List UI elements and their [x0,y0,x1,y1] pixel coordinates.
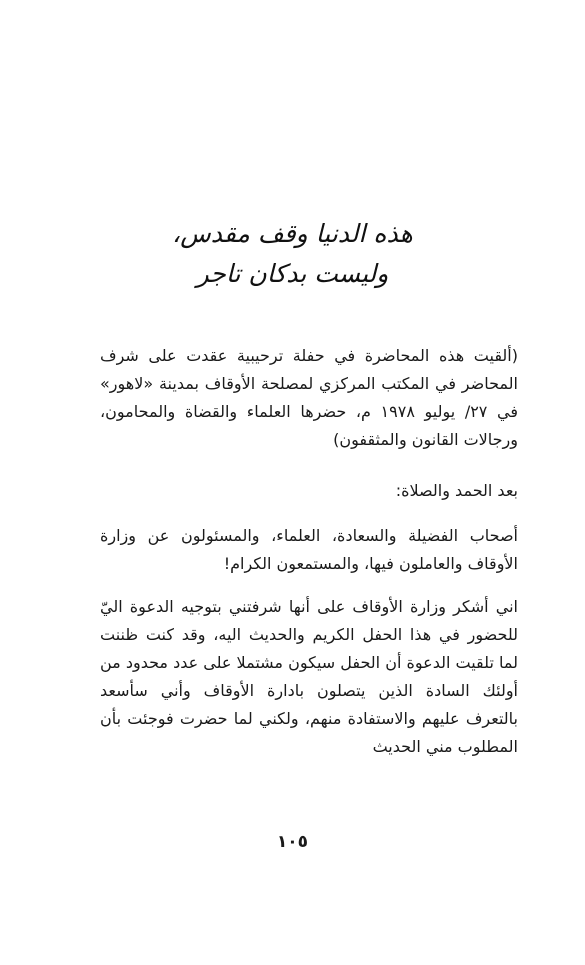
audience-address: أصحاب الفضيلة والسعادة، العلماء، والمسئولون عن وزارة الأوقاف والعاملون فيها، والمستمعون الكرام! [100,526,518,573]
chapter-title-line-2: وليست بدكان تاجر [196,259,389,288]
intro-note: (ألقيت هذه المحاضرة في حفلة ترحيبية عقدت على شرف المحاضر في المكتب المركزي لمصلحة الأوقاف بمدينة «لاهور» في ٢٧/ يوليو ١٩٧٨ م، حضرها العلماء والقضاة والمحامون، ورجالات القانون والمثقفون) [100,346,518,449]
greeting-line: بعد الحمد والصلاة: [395,481,518,500]
chapter-title [0,214,585,294]
page-body [100,342,518,761]
body-paragraph: اني أشكر وزارة الأوقاف على أنها شرفتني بتوجيه الدعوة اليّ للحضور في هذا الحفل الكريم والحديث اليه، وقد كنت ظننت لما تلقيت الدعوة أن الحفل سيكون مشتملا على عدد محدود من أولئك السادة الذين يتصلون بادارة الأوقاف وأني سأسعد بالتعرف عليهم والاستفادة منهم، ولكني لما حضرت فوجئت بأن المطلوب مني الحديث [100,597,518,756]
chapter-title-line-1: هذه الدنيا وقف مقدس، [172,219,413,248]
page-number: ١٠٥ [276,832,309,852]
